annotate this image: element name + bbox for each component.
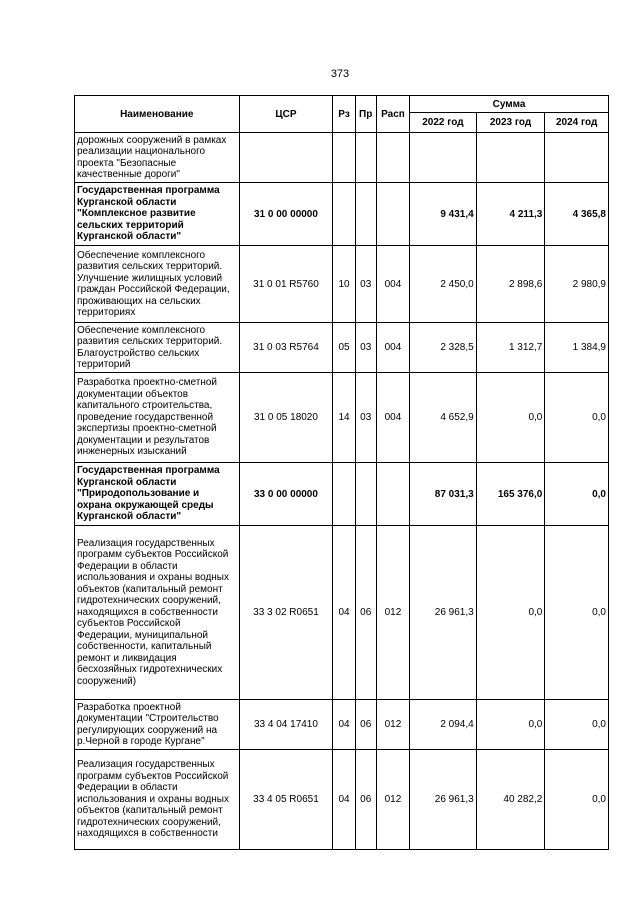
row-rasp-cell: 004	[376, 246, 409, 323]
row-name-cell: Реализация государственных программ субъектов Российской Федерации в области использования и охраны водных объектов (капитальный ремонт гидротехнических сооружений, находящихся в собственности субъектов Российской Федерации, муниципальной собственности, капитальный ремонт и ликвидация бесхозяйных гидротехнических сооружений)	[75, 526, 240, 700]
row-2024-cell: 0,0	[545, 526, 609, 700]
header-sum: Сумма	[410, 96, 609, 113]
row-csr-cell: 33 3 02 R0651	[239, 526, 333, 700]
row-pr-cell: 03	[355, 323, 376, 373]
table-row	[75, 246, 609, 323]
row-name-cell: Реализация государственных программ субъектов Российской Федерации в области использования и охраны водных объектов (капитальный ремонт гидротехнических сооружений, находящихся в собственности	[75, 750, 240, 850]
row-2024-cell: 0,0	[545, 373, 609, 463]
row-2022-cell: 87 031,3	[410, 463, 477, 526]
row-pr-cell: 03	[355, 373, 376, 463]
row-2024-cell: 0,0	[545, 700, 609, 750]
row-pr-cell: 03	[355, 246, 376, 323]
row-2024-cell: 4 365,8	[545, 183, 609, 246]
row-rz-cell: 10	[333, 246, 355, 323]
table-row	[75, 463, 609, 526]
row-rz-cell: 05	[333, 323, 355, 373]
row-rz-cell	[333, 463, 355, 526]
row-2023-cell: 4 211,3	[476, 183, 545, 246]
row-csr-cell: 33 4 04 17410	[239, 700, 333, 750]
row-rasp-cell	[376, 463, 409, 526]
row-pr-cell	[355, 133, 376, 183]
row-pr-cell	[355, 183, 376, 246]
row-2022-cell: 2 094,4	[410, 700, 477, 750]
row-2023-cell: 0,0	[476, 373, 545, 463]
row-name-cell: Государственная программа Курганской области "Комплексное развитие сельских территорий Курганской области"	[75, 183, 240, 246]
table-body	[75, 133, 609, 850]
row-2023-cell: 0,0	[476, 700, 545, 750]
row-rasp-cell: 004	[376, 323, 409, 373]
table-row	[75, 323, 609, 373]
row-csr-cell: 31 0 05 18020	[239, 373, 333, 463]
row-pr-cell: 06	[355, 700, 376, 750]
row-csr-cell: 31 0 01 R5760	[239, 246, 333, 323]
page-number: 373	[330, 68, 350, 80]
row-2024-cell: 1 384,9	[545, 323, 609, 373]
row-2022-cell: 4 652,9	[410, 373, 477, 463]
row-rasp-cell: 004	[376, 373, 409, 463]
row-rz-cell: 04	[333, 526, 355, 700]
row-rasp-cell: 012	[376, 700, 409, 750]
row-csr-cell: 31 0 00 00000	[239, 183, 333, 246]
table-row	[75, 700, 609, 750]
row-pr-cell: 06	[355, 526, 376, 700]
row-rasp-cell: 012	[376, 526, 409, 700]
row-rz-cell: 04	[333, 700, 355, 750]
row-2023-cell	[476, 133, 545, 183]
row-rz-cell	[333, 183, 355, 246]
row-2022-cell	[410, 133, 477, 183]
row-2022-cell: 26 961,3	[410, 526, 477, 700]
header-pr: Пр	[355, 96, 376, 133]
header-name: Наименование	[75, 96, 240, 133]
header-2022: 2022 год	[410, 113, 477, 133]
row-name-cell: Разработка проектно-сметной документации объектов капитального строительства, проведение государственной экспертизы проектно-сметной документации и результатов инженерных изысканий	[75, 373, 240, 463]
budget-table	[74, 95, 609, 850]
header-2024: 2024 год	[545, 113, 609, 133]
row-rasp-cell	[376, 133, 409, 183]
row-2022-cell: 2 328,5	[410, 323, 477, 373]
table-row	[75, 183, 609, 246]
row-2022-cell: 26 961,3	[410, 750, 477, 850]
row-2023-cell: 165 376,0	[476, 463, 545, 526]
row-csr-cell: 31 0 03 R5764	[239, 323, 333, 373]
header-rz: Рз	[333, 96, 355, 133]
table-row	[75, 750, 609, 850]
row-rz-cell: 04	[333, 750, 355, 850]
table-row	[75, 373, 609, 463]
header-rasp: Расп	[376, 96, 409, 133]
row-pr-cell: 06	[355, 750, 376, 850]
row-2024-cell: 2 980,9	[545, 246, 609, 323]
table-row	[75, 133, 609, 183]
row-name-cell: Государственная программа Курганской области "Природопользование и охрана окружающей среды Курганской области"	[75, 463, 240, 526]
header-2023: 2023 год	[476, 113, 545, 133]
row-2024-cell	[545, 133, 609, 183]
row-2023-cell: 0,0	[476, 526, 545, 700]
table-row	[75, 526, 609, 700]
row-rasp-cell	[376, 183, 409, 246]
row-rz-cell	[333, 133, 355, 183]
row-pr-cell	[355, 463, 376, 526]
row-name-cell: Разработка проектной документации "Строительство регулирующих сооружений на р.Черной в городе Кургане"	[75, 700, 240, 750]
row-csr-cell	[239, 133, 333, 183]
row-rz-cell: 14	[333, 373, 355, 463]
row-2024-cell: 0,0	[545, 750, 609, 850]
row-rasp-cell: 012	[376, 750, 409, 850]
row-2023-cell: 2 898,6	[476, 246, 545, 323]
row-csr-cell: 33 0 00 00000	[239, 463, 333, 526]
header-csr: ЦСР	[239, 96, 333, 133]
row-2024-cell: 0,0	[545, 463, 609, 526]
row-name-cell: дорожных сооружений в рамках реализации национального проекта "Безопасные качественные дороги"	[75, 133, 240, 183]
row-2022-cell: 2 450,0	[410, 246, 477, 323]
row-2023-cell: 1 312,7	[476, 323, 545, 373]
row-2023-cell: 40 282,2	[476, 750, 545, 850]
row-csr-cell: 33 4 05 R0651	[239, 750, 333, 850]
row-name-cell: Обеспечение комплексного развития сельских территорий. Благоустройство сельских территорий	[75, 323, 240, 373]
row-2022-cell: 9 431,4	[410, 183, 477, 246]
row-name-cell: Обеспечение комплексного развития сельских территорий. Улучшение жилищных условий граждан Российской Федерации, проживающих на сельских территориях	[75, 246, 240, 323]
